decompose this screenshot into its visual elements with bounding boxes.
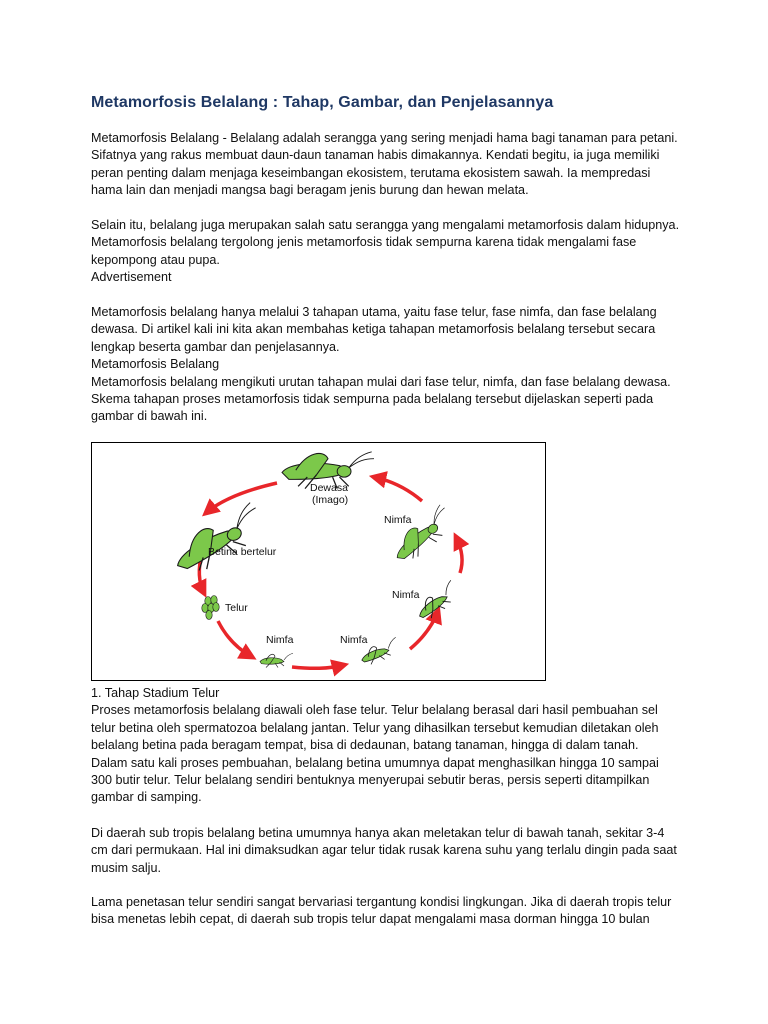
text-line: kepompong atau pupa.: [91, 252, 220, 267]
text-line: musim salju.: [91, 860, 161, 875]
advertisement-label: Advertisement: [91, 270, 172, 285]
text-line: Sifatnya yang rakus membuat daun-daun tanaman habis dimakannya. Kendati begitu, ia juga memiliki: [91, 148, 660, 163]
text-line: gambar di samping.: [91, 790, 202, 805]
arrow-nymph-to-adult: [374, 477, 422, 501]
nymph-small-icon: [260, 653, 293, 667]
text-line: gambar di bawah ini.: [91, 409, 208, 424]
text-line: cm dari permukaan. Hal ini dimaksudkan agar telur tidak rusak karena suhu yang terlalu dingin pada saat: [91, 843, 677, 858]
article-title: Metamorfosis Belalang : Tahap, Gambar, dan Penjelasannya: [91, 94, 554, 111]
text-line: hama lain dan menjadi mangsa bagi beragam jenis burung dan hewan melata.: [91, 183, 529, 198]
text-line: telur betina oleh spermatozoa belalang jantan. Telur yang dihasilkan tersebut kemudian diletakan oleh: [91, 720, 659, 735]
text-line: Proses metamorfosis belalang diawali oleh fase telur. Telur belalang berasal dari hasil pembuahan sel: [91, 703, 658, 718]
paragraph-2: [91, 217, 691, 287]
text-line: Metamorfosis belalang mengikuti urutan tahapan mulai dari fase telur, nimfa, dan fase belalang dewasa.: [91, 374, 671, 389]
metamorphosis-cycle-svg: [92, 443, 547, 682]
eggs-icon: [202, 596, 219, 620]
label-betina-bertelur: Betina bertelur: [208, 546, 277, 558]
nymph-large-icon: [413, 580, 462, 623]
text-line: Lama penetasan telur sendiri sangat bervariasi tergantung kondisi lingkungan. Jika di daerah tropis telur: [91, 895, 672, 909]
text-line: Metamorfosis Belalang - Belalang adalah serangga yang sering menjadi hama bagi tanaman para petani.: [91, 131, 678, 145]
text-line: peran penting dalam menjaga keseimbangan ekosistem, terutama ekosistem sawah. Ia mempredasi: [91, 165, 651, 180]
label-dewasa: Dewasa: [310, 482, 348, 494]
text-line: Di daerah sub tropis belalang betina umumnya hanya akan meletakan telur di bawah tanah, sekitar 3-4: [91, 826, 665, 840]
text-line: dewasa. Di artikel kali ini kita akan membahas ketiga tahapan metamorfosis belalang tersebut secara: [91, 322, 656, 337]
female-laying-grasshopper-icon: [167, 501, 270, 580]
text-line: belalang betina pada beragam tempat, bisa di dedaunan, batang tanaman, hingga di dalam tanah.: [91, 738, 639, 753]
paragraph-4: [91, 685, 691, 807]
label-nimfa-top: Nimfa: [384, 514, 412, 526]
label-nimfa-right: Nimfa: [392, 589, 420, 601]
paragraph-intro: [91, 130, 691, 200]
text-line: Dalam satu kali proses pembuahan, belalang betina umumnya dapat menghasilkan hingga 10 sampai: [91, 755, 659, 770]
text-line: Skema tahapan proses metamorfosis tidak sempurna pada belalang tersebut dijelaskan seperti pada: [91, 392, 654, 407]
label-nimfa-bottom-left: Nimfa: [266, 634, 294, 646]
metamorphosis-diagram: [91, 442, 546, 681]
text-line: Metamorfosis belalang tergolong jenis metamorfosis tidak sempurna karena tidak mengalami fase: [91, 235, 637, 250]
text-line: 300 butir telur. Telur belalang sendiri bentuknya menyerupai sebutir beras, persis seperti ditampilkan: [91, 773, 650, 788]
text-line: lengkap beserta gambar dan penjelasannya.: [91, 339, 340, 354]
text-line: Metamorfosis belalang hanya melalui 3 tahapan utama, yaitu fase telur, fase nimfa, dan fase belalang: [91, 305, 657, 319]
paragraph-6: [91, 894, 691, 929]
arrow-adult-to-female: [206, 483, 277, 513]
paragraph-5: [91, 825, 691, 877]
text-line: Selain itu, belalang juga merupakan salah satu serangga yang mengalami metamorfosis dalam hidupnya.: [91, 218, 680, 232]
arrow-nymph-to-nymph: [292, 665, 344, 668]
section-heading: 1. Tahap Stadium Telur: [91, 686, 220, 700]
section-heading: Metamorfosis Belalang: [91, 357, 220, 372]
label-imago: (Imago): [312, 494, 349, 506]
arrow-egg-to-nymph: [218, 621, 252, 657]
label-telur: Telur: [225, 602, 248, 614]
text-line: bisa menetas lebih cepat, di daerah sub tropis telur dapat mengalami masa dorman hingga 10 bulan: [91, 912, 650, 927]
paragraph-3: [91, 304, 691, 426]
label-nimfa-bottom-right: Nimfa: [340, 634, 368, 646]
arrow-nymph-up: [456, 537, 462, 573]
